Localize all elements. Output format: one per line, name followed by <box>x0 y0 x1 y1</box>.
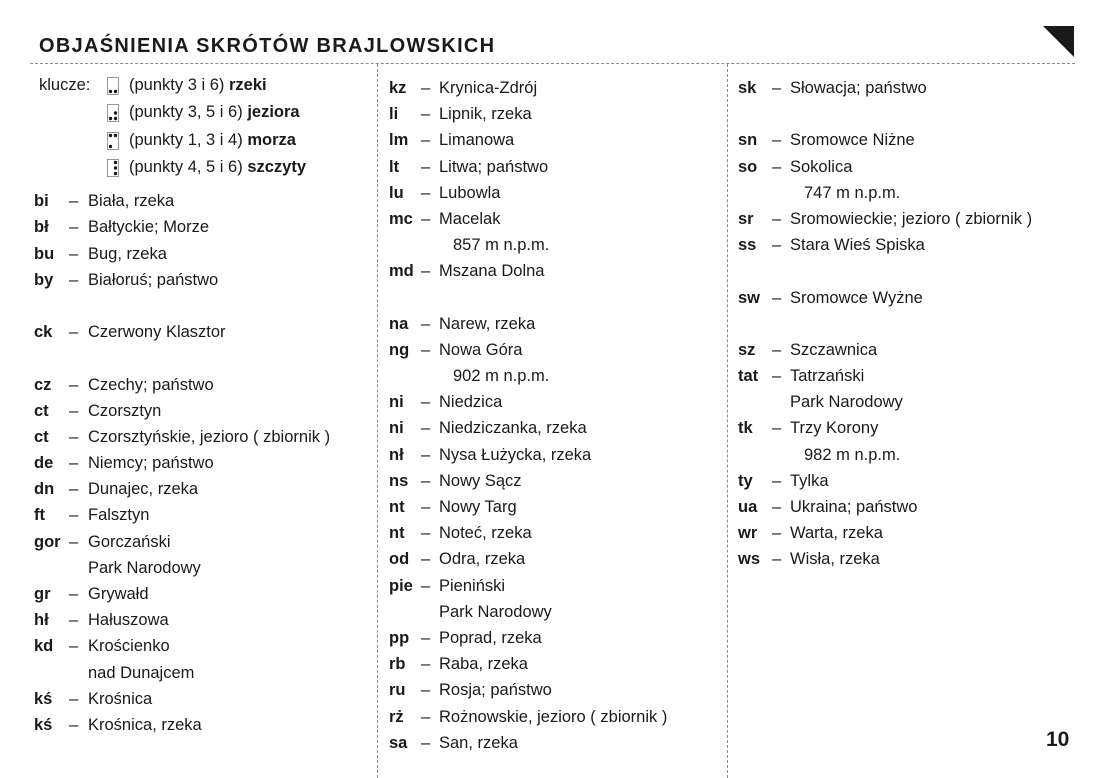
dash: – <box>421 393 431 412</box>
list-item <box>389 363 724 389</box>
abbreviation: ru <box>389 681 406 700</box>
list-item <box>738 154 1078 180</box>
abbreviation: kś <box>34 689 53 708</box>
meaning: Raba, rzeka <box>439 655 528 674</box>
meaning: Hałuszowa <box>88 611 169 630</box>
abbreviation: rż <box>389 707 404 726</box>
key-description: (punkty 1, 3 i 4) morza <box>129 130 296 149</box>
list-item <box>389 180 724 206</box>
list-item <box>389 651 724 677</box>
abbreviation: ua <box>738 498 758 516</box>
meaning: Falsztyn <box>88 506 150 525</box>
meaning: Tatrzański <box>790 367 865 386</box>
abbreviation: lm <box>389 131 409 150</box>
meaning: Rosja; państwo <box>439 681 552 700</box>
list-item <box>738 127 1078 153</box>
column-separator <box>377 64 378 778</box>
abbreviation: kś <box>34 715 53 734</box>
meaning: Niedzica <box>439 393 503 412</box>
meaning: Czorsztyńskie, jezioro ( zbiornik ) <box>88 427 331 446</box>
dash: – <box>69 532 79 551</box>
meaning: Nowy Sącz <box>439 471 522 490</box>
list-item <box>389 704 724 730</box>
dash: – <box>772 524 782 543</box>
abbreviation: sr <box>738 209 754 228</box>
key-word: jeziora <box>247 103 300 122</box>
meaning: Wisła, rzeka <box>790 550 880 569</box>
column-1 <box>34 72 374 742</box>
dash: – <box>772 157 782 176</box>
list-item <box>389 573 724 599</box>
abbreviation: ft <box>34 506 45 525</box>
spacer <box>738 311 1078 337</box>
meaning: Tylka <box>790 471 829 490</box>
meaning: Szczawnica <box>790 340 878 359</box>
braille-dot <box>114 161 117 164</box>
dash: – <box>772 131 782 150</box>
abbreviation: so <box>738 157 758 176</box>
dash: – <box>772 498 782 516</box>
abbreviation: ss <box>738 236 757 255</box>
braille-dot <box>109 90 112 93</box>
meaning: Mszana Dolna <box>439 262 545 281</box>
list-item <box>738 520 1078 546</box>
list-item <box>738 232 1078 258</box>
dash: – <box>69 270 79 289</box>
list-item <box>389 730 724 756</box>
abbreviation-list <box>738 75 1078 573</box>
key-word: rzeki <box>228 76 267 94</box>
dash: – <box>421 314 431 333</box>
dash: – <box>421 524 431 543</box>
list-item <box>34 241 374 267</box>
meaning: Poprad, rzeka <box>439 628 542 647</box>
list-item <box>389 154 724 180</box>
key-label: klucze: <box>39 76 91 94</box>
dash: – <box>69 375 79 394</box>
abbreviation-list <box>389 75 724 756</box>
meaning-continuation: 982 m n.p.m. <box>804 445 901 464</box>
key-description: (punkty 3 i 6) rzeki <box>129 76 267 94</box>
meaning: Sromowce Niżne <box>790 131 915 150</box>
list-item <box>738 468 1078 494</box>
abbreviation: nt <box>389 524 405 543</box>
braille-dot <box>114 166 117 169</box>
meaning: Sromowieckie; jezioro ( zbiornik ) <box>790 209 1033 228</box>
list-item <box>34 660 374 686</box>
column-2 <box>389 75 724 756</box>
abbreviation: lt <box>389 157 400 176</box>
spacer <box>389 285 724 311</box>
meaning: Czechy; państwo <box>88 375 214 394</box>
dash: – <box>421 340 431 359</box>
dash: – <box>772 340 782 359</box>
abbreviation: bi <box>34 192 49 211</box>
abbreviation: md <box>389 262 414 281</box>
abbreviation: wr <box>738 524 758 543</box>
abbreviation: tk <box>738 419 753 438</box>
list-item <box>738 442 1078 468</box>
list-item <box>34 476 374 502</box>
meaning: Sokolica <box>790 157 853 176</box>
meaning: Pieniński <box>439 576 506 595</box>
list-item <box>389 75 724 101</box>
list-item <box>389 415 724 441</box>
meaning: Lubowla <box>439 183 501 202</box>
meaning: Limanowa <box>439 131 515 150</box>
meaning: Noteć, rzeka <box>439 524 532 543</box>
braille-dot <box>109 144 112 147</box>
key-word: szczyty <box>247 157 307 176</box>
list-item <box>34 398 374 424</box>
braille-cell-icon <box>107 132 119 150</box>
meaning: Nowy Targ <box>439 498 517 516</box>
abbreviation: ni <box>389 393 404 412</box>
list-item <box>34 372 374 398</box>
braille-cell-icon <box>107 159 119 177</box>
list-item <box>34 188 374 214</box>
meaning: Niedziczanka, rzeka <box>439 419 587 438</box>
meaning: Rożnowskie, jezioro ( zbiornik ) <box>439 707 668 726</box>
dash: – <box>772 288 782 307</box>
dash: – <box>772 471 782 490</box>
dash: – <box>69 244 79 263</box>
abbreviation: de <box>34 454 54 473</box>
header-rule <box>30 63 1075 64</box>
abbreviation: tat <box>738 367 759 386</box>
abbreviation: od <box>389 550 410 569</box>
list-item <box>34 712 374 738</box>
meaning: Czerwony Klasztor <box>88 323 226 342</box>
column-3 <box>738 75 1078 573</box>
corner-triangle-icon <box>1043 26 1074 57</box>
list-item <box>389 520 724 546</box>
dash: – <box>69 611 79 630</box>
dash: – <box>421 576 431 595</box>
meaning-continuation: 857 m n.p.m. <box>453 236 550 255</box>
meaning: Czorsztyn <box>88 401 162 420</box>
meaning: Krościenko <box>88 637 170 656</box>
dash: – <box>421 550 431 569</box>
abbreviation: ty <box>738 471 753 490</box>
key-description: (punkty 3, 5 i 6) jeziora <box>129 103 300 122</box>
meaning-continuation: 902 m n.p.m. <box>453 367 550 386</box>
meaning: Nowa Góra <box>439 340 523 359</box>
abbreviation: li <box>389 105 399 124</box>
abbreviation: mc <box>389 209 413 228</box>
dash: – <box>772 79 782 97</box>
key-word: morza <box>247 130 296 149</box>
abbreviation: bu <box>34 244 55 263</box>
dash: – <box>69 689 79 708</box>
braille-dot <box>109 133 112 136</box>
list-item <box>389 258 724 284</box>
meaning-continuation: 747 m n.p.m. <box>804 183 901 202</box>
key-description: (punkty 4, 5 i 6) szczyty <box>129 157 307 176</box>
abbreviation: ws <box>738 550 761 569</box>
abbreviation: kz <box>389 79 407 97</box>
list-item <box>389 311 724 337</box>
dash: – <box>421 733 431 752</box>
dash: – <box>69 585 79 603</box>
list-item <box>738 494 1078 520</box>
list-item <box>34 267 374 293</box>
meaning: Słowacja; państwo <box>790 79 927 97</box>
abbreviation: sn <box>738 131 758 150</box>
dash: – <box>421 262 431 281</box>
list-item <box>738 285 1078 311</box>
braille-dot <box>114 90 117 93</box>
abbreviation: ct <box>34 401 49 420</box>
dash: – <box>421 209 431 228</box>
dash: – <box>69 427 79 446</box>
dash: – <box>69 506 79 525</box>
dash: – <box>69 637 79 656</box>
list-item <box>389 232 724 258</box>
dash: – <box>421 105 431 124</box>
dash: – <box>421 183 431 202</box>
braille-dot <box>114 172 117 175</box>
dash: – <box>69 454 79 473</box>
dash: – <box>772 419 782 438</box>
key-row <box>39 99 374 126</box>
dash: – <box>421 655 431 674</box>
dash: – <box>69 192 79 211</box>
list-item <box>389 494 724 520</box>
list-item <box>34 319 374 345</box>
list-item <box>389 389 724 415</box>
dash: – <box>69 715 79 734</box>
dash: – <box>421 707 431 726</box>
list-item <box>34 424 374 450</box>
meaning: Narew, rzeka <box>439 314 536 333</box>
dash: – <box>772 236 782 255</box>
list-item <box>34 450 374 476</box>
meaning: Sromowce Wyżne <box>790 288 923 307</box>
list-item <box>389 101 724 127</box>
abbreviation: by <box>34 270 54 289</box>
dash: – <box>421 131 431 150</box>
braille-dot <box>109 117 112 120</box>
braille-dot <box>114 112 117 115</box>
dash: – <box>772 367 782 386</box>
meaning: Litwa; państwo <box>439 157 549 176</box>
meaning-continuation: Park Narodowy <box>790 393 903 412</box>
meaning: Odra, rzeka <box>439 550 526 569</box>
abbreviation: sa <box>389 733 408 752</box>
dash: – <box>69 323 79 342</box>
page-title: OBJAŚNIENIA SKRÓTÓW BRAJLOWSKICH <box>39 35 496 57</box>
meaning: San, rzeka <box>439 733 518 752</box>
meaning: Gorczański <box>88 532 171 551</box>
meaning: Bałtyckie; Morze <box>88 218 210 237</box>
abbreviation: ct <box>34 427 49 446</box>
meaning: Macelak <box>439 209 501 228</box>
list-item <box>738 546 1078 572</box>
abbreviation: na <box>389 314 409 333</box>
dash: – <box>421 681 431 700</box>
list-item <box>738 363 1078 389</box>
list-item <box>34 581 374 607</box>
list-item <box>738 415 1078 441</box>
meaning-continuation: Park Narodowy <box>88 558 201 577</box>
abbreviation: ni <box>389 419 404 438</box>
dash: – <box>69 218 79 237</box>
list-item <box>389 442 724 468</box>
dash: – <box>421 498 431 516</box>
dash: – <box>421 79 431 97</box>
spacer <box>738 101 1078 127</box>
list-item <box>34 529 374 555</box>
abbreviation: sw <box>738 288 761 307</box>
key-row <box>39 127 374 154</box>
list-item <box>389 599 724 625</box>
meaning: Dunajec, rzeka <box>88 480 199 499</box>
list-item <box>34 633 374 659</box>
key-row <box>39 154 374 181</box>
abbreviation: ns <box>389 471 409 490</box>
spacer <box>34 345 374 371</box>
abbreviation: cz <box>34 375 52 394</box>
meaning: Białoruś; państwo <box>88 270 219 289</box>
braille-cell-icon <box>107 104 119 122</box>
meaning: Biała, rzeka <box>88 192 175 211</box>
page-number: 10 <box>1046 728 1070 751</box>
meaning: Krośnica, rzeka <box>88 715 202 734</box>
list-item <box>389 546 724 572</box>
abbreviation: gr <box>34 585 51 603</box>
list-item <box>389 337 724 363</box>
list-item <box>738 180 1078 206</box>
abbreviation: ng <box>389 340 410 359</box>
list-item <box>738 75 1078 101</box>
abbreviation: bł <box>34 218 49 237</box>
list-item <box>34 607 374 633</box>
dash: – <box>772 209 782 228</box>
abbreviation: lu <box>389 183 404 202</box>
dash: – <box>421 628 431 647</box>
dash: – <box>421 471 431 490</box>
dash: – <box>421 157 431 176</box>
meaning-continuation: nad Dunajcem <box>88 663 195 682</box>
list-item <box>389 625 724 651</box>
list-item <box>389 468 724 494</box>
meaning: Bug, rzeka <box>88 244 167 263</box>
list-item <box>389 127 724 153</box>
meaning: Nysa Łużycka, rzeka <box>439 445 592 464</box>
abbreviation: pp <box>389 628 410 647</box>
abbreviation: dn <box>34 480 55 499</box>
list-item <box>34 214 374 240</box>
list-item <box>738 389 1078 415</box>
dash: – <box>69 401 79 420</box>
list-item <box>34 555 374 581</box>
abbreviation: kd <box>34 637 54 656</box>
meaning: Krośnica <box>88 689 153 708</box>
meaning: Lipnik, rzeka <box>439 105 532 124</box>
column-separator <box>727 64 728 778</box>
meaning: Warta, rzeka <box>790 524 883 543</box>
abbreviation: rb <box>389 655 406 674</box>
abbreviation-list <box>34 188 374 738</box>
list-item <box>738 206 1078 232</box>
abbreviation: gor <box>34 532 61 551</box>
meaning: Krynica-Zdrój <box>439 79 538 97</box>
abbreviation: pie <box>389 576 413 595</box>
braille-dot <box>114 117 117 120</box>
abbreviation: sk <box>738 79 757 97</box>
meaning: Grywałd <box>88 585 149 603</box>
spacer <box>738 258 1078 284</box>
abbreviation: nł <box>389 445 404 464</box>
dash: – <box>421 419 431 438</box>
meaning-continuation: Park Narodowy <box>439 602 552 621</box>
meaning: Niemcy; państwo <box>88 454 214 473</box>
dash: – <box>772 550 782 569</box>
dash: – <box>421 445 431 464</box>
list-item <box>389 206 724 232</box>
braille-key <box>34 72 374 181</box>
list-item <box>34 502 374 528</box>
meaning: Stara Wieś Spiska <box>790 236 925 255</box>
abbreviation: ck <box>34 323 53 342</box>
braille-cell-icon <box>107 77 119 95</box>
abbreviation: nt <box>389 498 405 516</box>
dash: – <box>69 480 79 499</box>
meaning: Trzy Korony <box>790 419 879 438</box>
key-row <box>39 72 374 99</box>
meaning: Ukraina; państwo <box>790 498 918 516</box>
list-item <box>738 337 1078 363</box>
braille-dot <box>114 133 117 136</box>
list-item <box>34 686 374 712</box>
abbreviation: sz <box>738 340 756 359</box>
spacer <box>34 293 374 319</box>
list-item <box>389 677 724 703</box>
abbreviation: hł <box>34 611 49 630</box>
